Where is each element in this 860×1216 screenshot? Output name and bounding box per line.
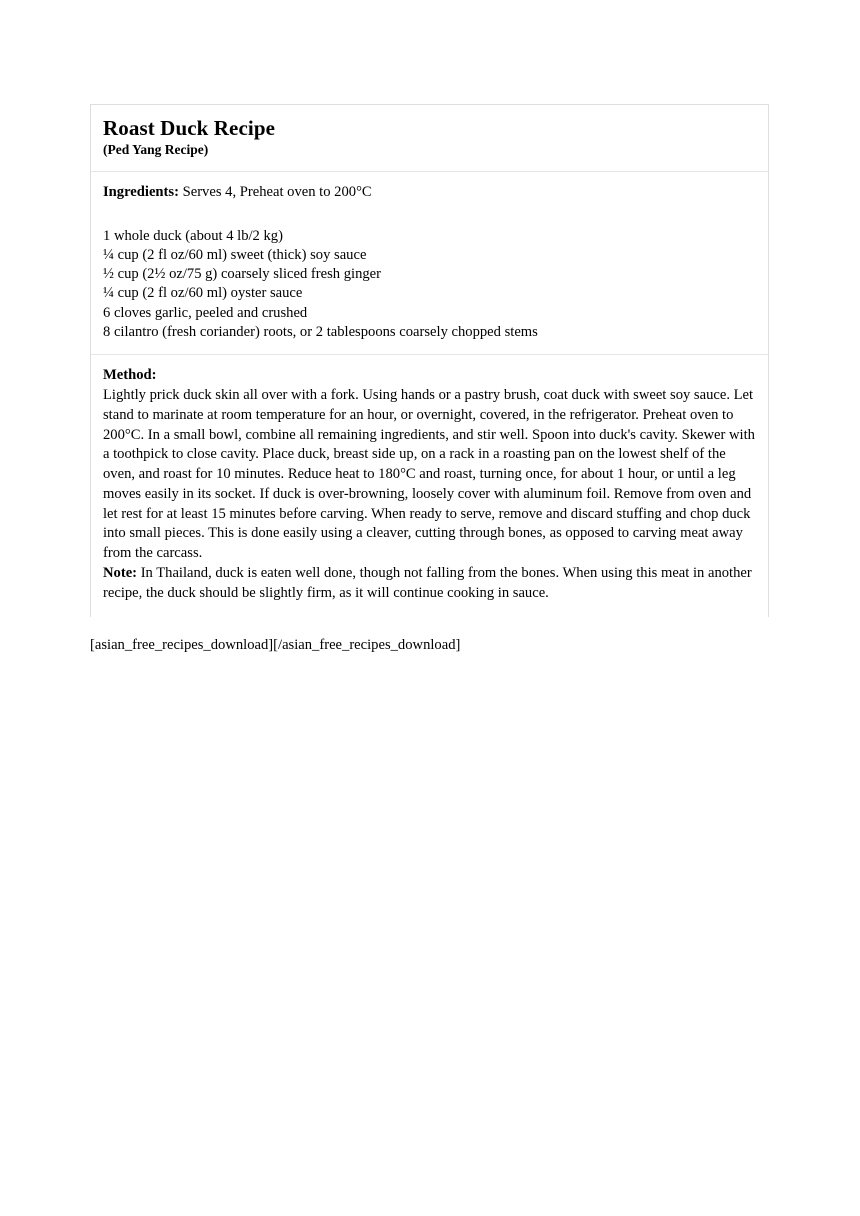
note-label: Note: [103, 564, 138, 581]
list-item: ¼ cup (2 fl oz/60 ml) oyster sauce [103, 285, 303, 302]
page-title: Roast Duck Recipe [103, 116, 276, 140]
ingredients-section [91, 171, 768, 354]
method-note [103, 564, 756, 604]
note-body: In Thailand, duck is eaten well done, though not falling from the bones. When using this meat in another recipe, the duck should be slightly firm, as it will continue cooking in sauce. [103, 564, 752, 601]
list-item: 8 cilantro (fresh coriander) roots, or 2 tablespoons coarsely chopped stems [103, 323, 538, 340]
ingredients-spacer [103, 203, 756, 227]
recipe-header [91, 105, 768, 171]
recipe-card [90, 104, 769, 617]
list-item: ½ cup (2½ oz/75 g) coarsely sliced fresh ginger [103, 266, 382, 282]
footer-shortcode: [asian_free_recipes_download][/asian_free_recipes_download] [90, 637, 461, 653]
ingredients-summary: Serves 4, Preheat oven to 200°C [178, 183, 372, 200]
ingredients-list [103, 227, 756, 343]
list-item: 1 whole duck (about 4 lb/2 kg) [103, 227, 283, 244]
ingredients-summary-line [103, 183, 756, 203]
list-item: ¼ cup (2 fl oz/60 ml) sweet (thick) soy sauce [103, 246, 367, 263]
method-section [91, 354, 768, 617]
ingredients-label: Ingredients: [103, 183, 179, 200]
list-item: 6 cloves garlic, peeled and crushed [103, 304, 308, 321]
recipe-subtitle: (Ped Yang Recipe) [103, 141, 209, 157]
method-body-text: Lightly prick duck skin all over with a fork. Using hands or a pastry brush, coat duck with sweet soy sauce. Let stand to marinate at room temperature for an hour, or overnight, covered, in the refrigerator. Preheat oven to 200°C. In a small bowl, combine all remaining ingredients, and stir well. Spoon into duck's cavity. Skewer with a toothpick to close cavity. Place duck, breast side up, on a rack in a roasting pan on the lowest shelf of the oven, and roast for 10 minutes. Reduce heat to 180°C and roast, turning once, for about 1 hour, or until a leg moves easily in its socket. If duck is over-browning, loosely cover with aluminum foil. Remove from oven and let rest for at least 15 minutes before carving. When ready to serve, remove and discard stuffing and chop duck into small pieces. This is done easily using a cleaver, cutting through bones, as opposed to carving meat away from the carcass. [103, 386, 755, 562]
method-heading: Method: [103, 367, 157, 383]
